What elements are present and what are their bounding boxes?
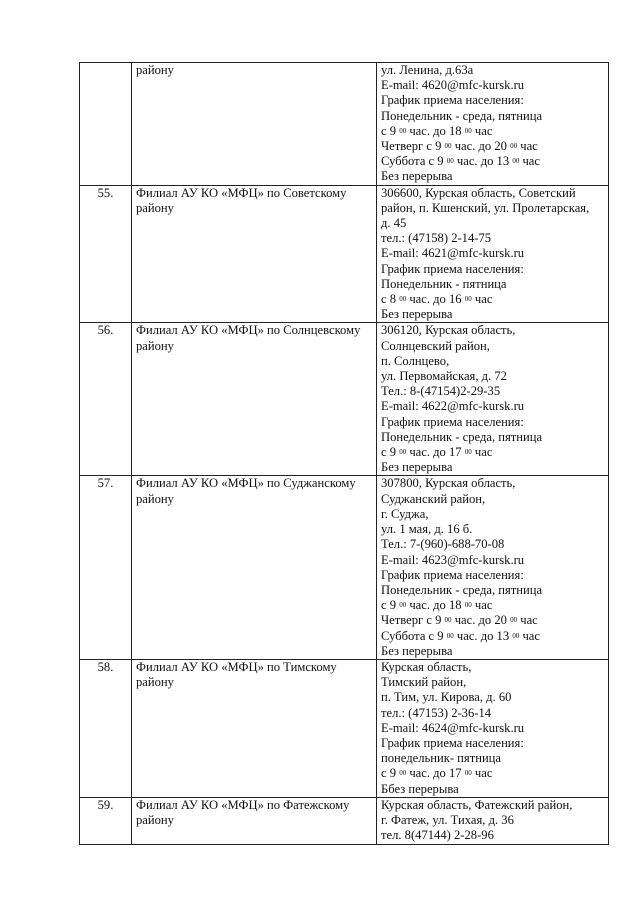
row-number: 58. — [80, 659, 132, 797]
contact-line: Понедельник - пятница — [381, 276, 507, 291]
branch-name: району — [132, 63, 377, 186]
branch-name: Филиал АУ КО «МФЦ» по Суджанскому району — [132, 476, 377, 659]
row-number — [80, 63, 132, 186]
contact-line — [381, 292, 604, 307]
time-text: час — [471, 292, 493, 307]
time-text: час — [471, 123, 493, 138]
contact-line: Курская область, Фатежский район, — [381, 797, 573, 812]
contact-line: п. Солнцево, — [381, 353, 450, 368]
minutes-superscript: 00 — [399, 448, 407, 457]
contact-line: 306120, Курская область, — [381, 323, 516, 338]
time-text: с 9 — [381, 766, 400, 781]
contact-line: E-mail: 4622@mfc-kursk.ru — [381, 399, 525, 414]
branch-name: Филиал АУ КО «МФЦ» по Тимскому району — [132, 659, 377, 797]
time-text: час — [517, 139, 538, 154]
contact-line: тел. 8(47144) 2-28-96 — [381, 828, 494, 843]
contact-line: E-mail: 4624@mfc-kursk.ru — [381, 720, 525, 735]
contact-line — [381, 613, 604, 628]
time-text: час — [517, 613, 538, 628]
row-number: 57. — [80, 476, 132, 659]
contact-line: понедельник- пятница — [381, 751, 502, 766]
branch-name: Филиал АУ КО «МФЦ» по Солнцевскому району — [132, 323, 377, 476]
contact-line: 307800, Курская область, — [381, 476, 516, 491]
branch-contacts — [377, 63, 609, 186]
contact-line: Понедельник - среда, пятница — [381, 108, 543, 123]
row-number: 56. — [80, 323, 132, 476]
contact-line: Тел.: 7-(960)-688-70-08 — [381, 537, 505, 552]
contact-line: E-mail: 4623@mfc-kursk.ru — [381, 552, 525, 567]
branches-table-body — [80, 63, 609, 845]
contact-line: График приема населения: — [381, 261, 524, 276]
contact-line: График приема населения: — [381, 567, 524, 582]
time-text: с 9 — [381, 598, 400, 613]
contact-line: Понедельник - среда, пятница — [381, 582, 543, 597]
contact-line: г. Суджа, — [381, 506, 429, 521]
table-row — [80, 185, 609, 323]
contact-line: Без перерыва — [381, 460, 453, 475]
contact-line: ул. Первомайская, д. 72 — [381, 369, 507, 384]
minutes-superscript: 00 — [512, 157, 520, 166]
row-number: 55. — [80, 185, 132, 323]
contact-line: Солнцевский район, — [381, 338, 490, 353]
contact-line: д. 45 — [381, 216, 407, 231]
branch-contacts — [377, 323, 609, 476]
minutes-superscript: 00 — [399, 769, 407, 778]
contact-line: тел.: (47158) 2-14-75 — [381, 231, 492, 246]
contact-line — [381, 154, 604, 169]
contact-line: ул. Ленина, д.63а — [381, 63, 474, 77]
minutes-superscript: 00 — [446, 631, 454, 640]
minutes-superscript: 00 — [464, 769, 472, 778]
branch-name: Филиал АУ КО «МФЦ» по Фатежскому району — [132, 797, 377, 844]
contact-line: Курская область, — [381, 659, 472, 674]
contact-line: Без перерыва — [381, 169, 453, 184]
time-text: час — [471, 445, 493, 460]
row-number: 59. — [80, 797, 132, 844]
time-text: час. до 16 — [406, 292, 465, 307]
time-text: час. до 20 — [451, 139, 511, 154]
branch-contacts — [377, 185, 609, 323]
minutes-superscript: 00 — [444, 142, 452, 151]
contact-line — [381, 629, 604, 644]
minutes-superscript: 00 — [399, 295, 407, 304]
time-text: Суббота с 9 — [381, 154, 447, 169]
branch-name: Филиал АУ КО «МФЦ» по Советскому району — [132, 185, 377, 323]
minutes-superscript: 00 — [464, 448, 472, 457]
time-text: с 9 — [381, 123, 400, 138]
contact-line: График приема населения: — [381, 93, 524, 108]
minutes-superscript: 00 — [510, 142, 518, 151]
minutes-superscript: 00 — [399, 601, 407, 610]
contact-line — [381, 124, 604, 139]
contact-line: E-mail: 4620@mfc-kursk.ru — [381, 78, 525, 93]
time-text: час. до 17 — [406, 766, 465, 781]
contact-line: График приема населения: — [381, 414, 524, 429]
minutes-superscript: 00 — [444, 616, 452, 625]
contact-line: Без перерыва — [381, 643, 453, 658]
time-text: час — [519, 628, 540, 643]
minutes-superscript: 00 — [510, 616, 518, 625]
minutes-superscript: 00 — [446, 157, 454, 166]
contact-line: Суджанский район, — [381, 491, 486, 506]
contact-line: Тел.: 8-(47154)2-29-35 — [381, 384, 501, 399]
table-row — [80, 476, 609, 659]
time-text: час. до 18 — [406, 598, 465, 613]
branch-contacts — [377, 659, 609, 797]
contact-line: 306600, Курская область, Советский — [381, 185, 576, 200]
minutes-superscript: 00 — [512, 631, 520, 640]
contact-line: ул. 1 мая, д. 16 б. — [381, 522, 473, 537]
branches-table — [79, 62, 609, 845]
time-text: с 8 — [381, 292, 400, 307]
time-text: час. до 13 — [453, 154, 513, 169]
contact-line: г. Фатеж, ул. Тихая, д. 36 — [381, 813, 514, 828]
table-row — [80, 323, 609, 476]
table-row — [80, 659, 609, 797]
branch-contacts — [377, 797, 609, 844]
time-text: час — [471, 766, 493, 781]
time-text: час. до 13 — [453, 628, 513, 643]
time-text: час. до 20 — [451, 613, 511, 628]
time-text: час. до 18 — [406, 123, 465, 138]
time-text: час. до 17 — [406, 445, 465, 460]
time-text: Четверг с 9 — [381, 139, 445, 154]
contact-line: Ббез перерыва — [381, 781, 459, 796]
time-text: Четверг с 9 — [381, 613, 445, 628]
minutes-superscript: 00 — [464, 295, 472, 304]
contact-line — [381, 445, 604, 460]
contact-line: График приема населения: — [381, 735, 524, 750]
contact-line: район, п. Кшенский, ул. Пролетарская, — [381, 200, 590, 215]
minutes-superscript: 00 — [464, 126, 472, 135]
table-row — [80, 63, 609, 186]
time-text: Суббота с 9 — [381, 628, 447, 643]
time-text: час — [519, 154, 540, 169]
minutes-superscript: 00 — [464, 601, 472, 610]
branch-contacts — [377, 476, 609, 659]
minutes-superscript: 00 — [399, 126, 407, 135]
contact-line: тел.: (47153) 2-36-14 — [381, 705, 492, 720]
contact-line — [381, 139, 604, 154]
contact-line: E-mail: 4621@mfc-kursk.ru — [381, 246, 525, 261]
contact-line: Без перерыва — [381, 307, 453, 322]
contact-line: Понедельник - среда, пятница — [381, 429, 543, 444]
contact-line — [381, 766, 604, 781]
table-row — [80, 797, 609, 844]
time-text: с 9 — [381, 445, 400, 460]
contact-line: п. Тим, ул. Кирова, д. 60 — [381, 690, 512, 705]
time-text: час — [471, 598, 493, 613]
contact-line: Тимский район, — [381, 675, 467, 690]
contact-line — [381, 598, 604, 613]
